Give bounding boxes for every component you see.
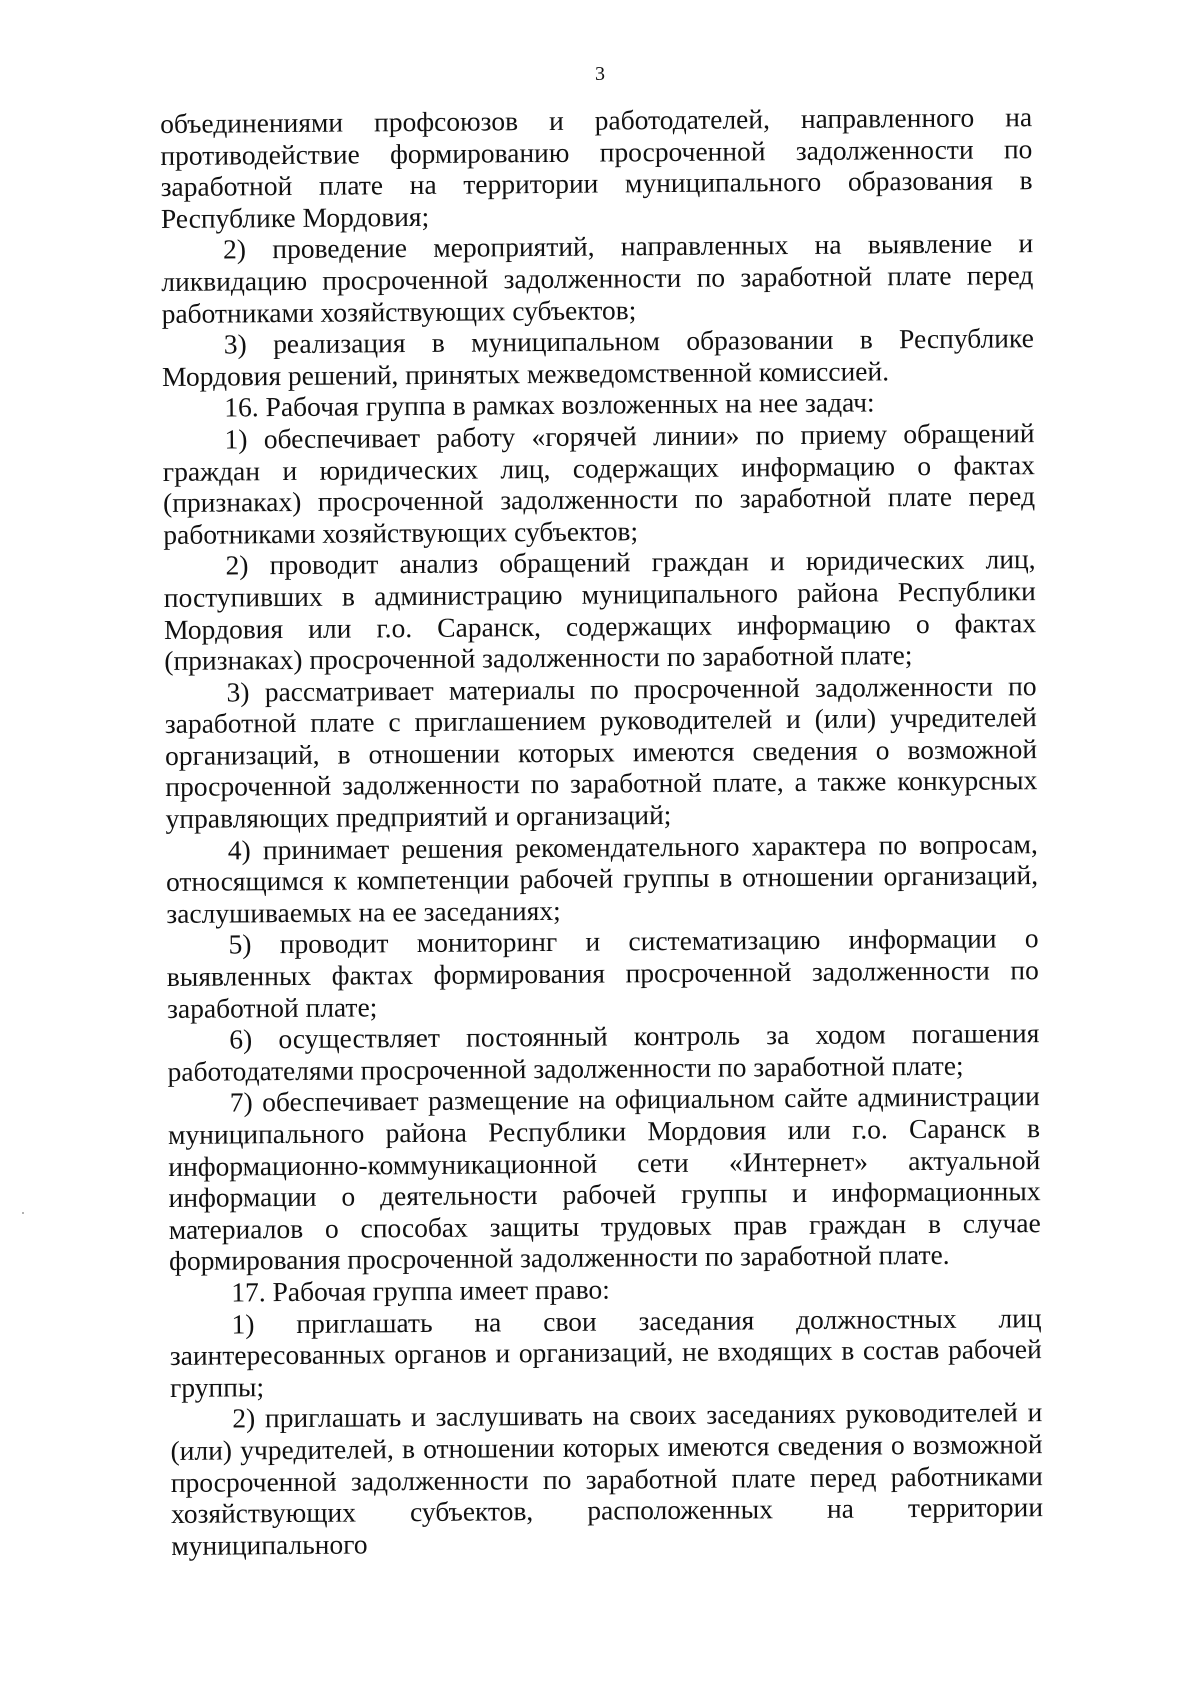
- section-16-item-7: 7) обеспечивает размещение на официальном сайте администрации муниципального района Республики Мордовия или г.о. Саранск в информационно-коммуникационной сети «Интернет» актуальной информации о деятельности рабочей группы и информационных материалов о способах защиты трудовых прав граждан в случае формирования просроченной задолженности по заработной плате.: [167, 1080, 1041, 1277]
- section-17-heading: 17. Рабочая группа имеет право:: [231, 1273, 610, 1308]
- section-17-item-1: 1) приглашать на свои заседания должностных лиц заинтересованных органов и организаций, не входящих в состав рабочей группы;: [169, 1301, 1042, 1403]
- page-number: 3: [595, 63, 605, 85]
- section-16-item-5: 5) проводит мониторинг и систематизацию информации о выявленных фактах формирования просроченной задолженности по заработной плате;: [166, 922, 1039, 1024]
- paragraph-item-2: 2) проведение мероприятий, направленных на выявление и ликвидацию просроченной задолженности по заработной плате перед работниками хозяйствующих субъектов;: [161, 227, 1034, 329]
- section-16-heading: 16. Рабочая группа в рамках возложенных на нее задач:: [224, 386, 875, 423]
- section-16-item-2: 2) проводит анализ обращений граждан и юридических лиц, поступивших в администрацию муниципального района Республики Мордовия или г.о. Саранск, содержащих информацию о фактах (признаках) просроченной задолженности по заработной плате;: [163, 543, 1037, 677]
- section-16-item-6: 6) осуществляет постоянный контроль за ходом погашения работодателями просроченной задолженности по заработной плате;: [167, 1017, 1040, 1087]
- section-16-item-1: 1) обеспечивает работу «горячей линии» по приему обращений граждан и юридических лиц, содержащих информацию о фактах (признаках) просроченной задолженности по заработной плате перед работниками хозяйствующих субъектов;: [162, 417, 1036, 550]
- document-body: [160, 101, 1043, 1561]
- section-17-item-2: 2) приглашать и заслушивать на своих заседаниях руководителей и (или) учредителей, в отношении которых имеются сведения о возможной просроченной задолженности по заработной плате перед работниками хозяйствующих субъектов, расположенных на территории муниципального: [170, 1396, 1044, 1561]
- paragraph-item-3: 3) реализация в муниципальном образовании в Республике Мордовия решений, принятых межведомственной комиссией.: [161, 322, 1034, 392]
- scan-speck: [22, 1212, 24, 1214]
- section-16-item-4: 4) принимает решения рекомендательного характера по вопросам, относящимся к компетенции рабочей группы в отношении организаций, заслушиваемых на ее заседаниях;: [165, 827, 1039, 929]
- section-16-item-3: 3) рассматривает материалы по просроченной задолженности по заработной плате с приглашением руководителей и (или) учредителей организаций, в отношении которых имеются сведения о возможной просроченной задолженности по заработной плате, а также конкурсных управляющих предприятий и организаций;: [164, 669, 1038, 835]
- paragraph-continuation: объединениями профсоюзов и работодателей, направленного на противодействие формированию просроченной задолженности по заработной плате на территории муниципального образования в Республике Мордовия;: [160, 101, 1033, 234]
